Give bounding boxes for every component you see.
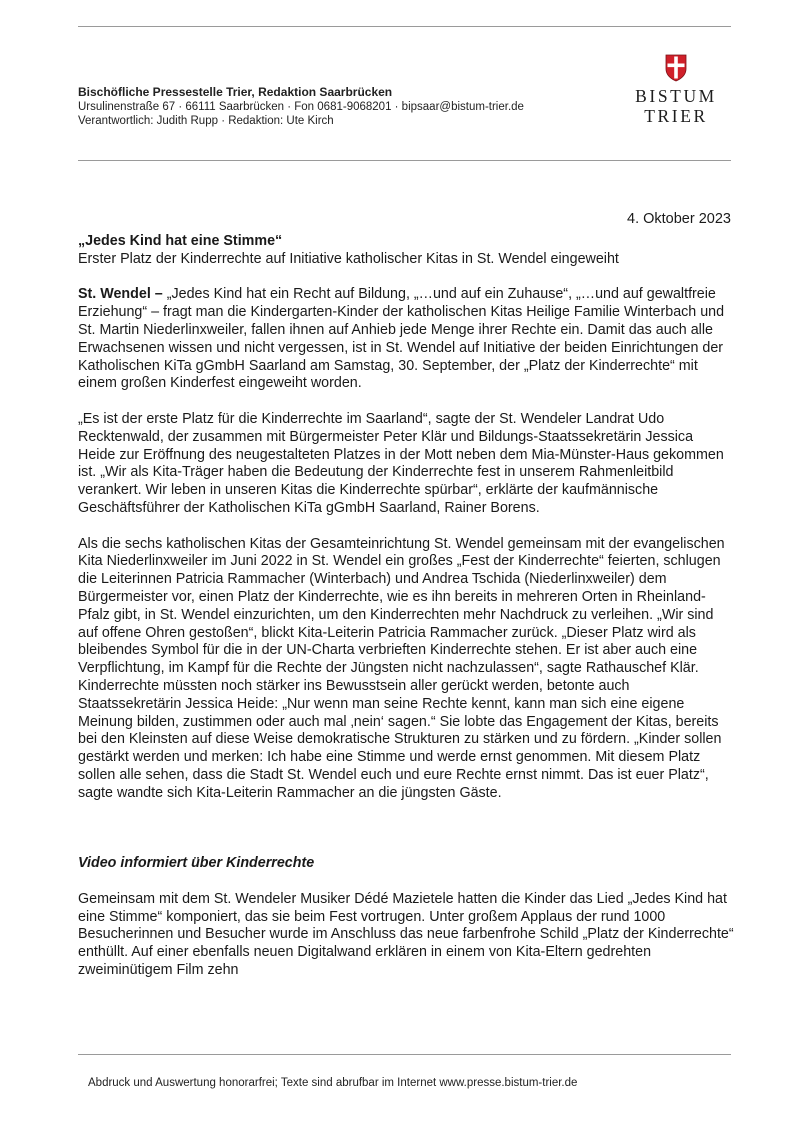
bistum-trier-logo bbox=[622, 54, 730, 126]
letterhead-responsible: Verantwortlich: Judith Rupp · Redaktion: Ute Kirch bbox=[78, 115, 334, 127]
dateline-place: St. Wendel – bbox=[78, 286, 167, 303]
paragraph-1-text: „Jedes Kind hat ein Recht auf Bildung, „…und auf ein Zuhause“, „…und auf gewaltfreie Erziehung“ – fragt man die Kindergarten-Kinder der katholischen Kitas Heilige Familie Winterbach und St. Martin Niederlinxweiler, fallen ihnen auf Anhieb jede Menge ihrer Rechte ein. Damit das auch alle Erwachsenen wissen und nicht vergessen, ist in St. Wendel auf Initiative der beiden Einrichtungen der Katholischen KiTa gGmbH Saarland am Samstag, 30. September, der „Platz der Kinderrechte“ mit einem großen Kinderfest eingeweiht worden. bbox=[78, 286, 725, 392]
header-divider bbox=[78, 160, 731, 161]
letterhead-org: Bischöfliche Pressestelle Trier, Redaktion Saarbrücken bbox=[78, 85, 393, 99]
paragraph-4: Gemeinsam mit dem St. Wendeler Musiker Dédé Mazietele hatten die Kinder das Lied „Jedes Kind hat eine Stimme“ komponiert, das sie beim Fest vortrugen. Unter großem Applaus der rund 1000 Besucherinnen und Besucher wurde im Anschluss das neue farbenfrohe Schild „Platz der Kinderrechte“ enthüllt. Auf einer ebenfalls neuen Digitalwand erklären in einem von Kita-Eltern gedrehten zweiminütigem Film zehn bbox=[78, 890, 734, 979]
logo-line-2: TRIER bbox=[644, 106, 708, 126]
letterhead bbox=[78, 85, 598, 129]
paragraph-1 bbox=[78, 286, 734, 393]
article-subtitle: Erster Platz der Kinderrechte auf Initiative katholischer Kitas in St. Wendel eingeweiht bbox=[78, 250, 619, 267]
footer-divider bbox=[78, 1054, 731, 1055]
logo-line-1: BISTUM bbox=[635, 86, 717, 106]
article-title: „Jedes Kind hat eine Stimme“ bbox=[78, 233, 283, 249]
section-heading: Video informiert über Kinderrechte bbox=[78, 855, 315, 872]
press-date: 4. Oktober 2023 bbox=[627, 211, 731, 227]
paragraph-3: Als die sechs katholischen Kitas der Gesamteinrichtung St. Wendel gemeinsam mit der evangelischen Kita Niederlinxweiler im Juni 2022 in St. Wendel ein großes „Fest der Kinderrechte“ feierten, schlugen die Leiterinnen Patricia Rammacher (Winterbach) und Andrea Tschida (Niederlinxweiler) dem Bürgermeister vor, einen Platz der Kinderrechte, wie es ihn bereits in mehreren Orten in Rheinland-Pfalz gibt, in St. Wendel einzurichten, um den Kinderrechten mehr Nachdruck zu verleihen. „Wir sind auf offene Ohren gestoßen“, blickt Kita-Leiterin Patricia Rammacher zurück. „Dieser Platz wird als bleibendes Symbol für die in der UN-Charta verbrieften Kinderrechte stehen. Er ist aber auch eine Verpflichtung, im Kampf für die Rechte der Jüngsten nicht nachzulassen“, sagte Rathauschef Klär. Kinderrechte müssten noch stärker ins Bewusstsein aller gerückt werden, betonte auch Staatssekretärin Jessica Heide: „Nur wenn man seine Rechte kennt, kann man sich eine eigene Meinung bilden, zustimmen oder auch mal ‚nein‘ sagen.“ Sie lobte das Engagement der Kitas, bereits bei den Kleinsten auf diese Weise demokratische Strukturen zu stärken und zu fördern. „Kinder sollen gestärkt werden und merken: Ich habe eine Stimme und werde ernst genommen. Mit diesem Platz sollen alle sehen, dass die Stadt St. Wendel euch und eure Rechte ernst nimmt. Das ist euer Platz“, sagte wandte sich Kita-Leiterin Rammacher an die jüngsten Gäste. bbox=[78, 535, 725, 801]
footer-note: Abdruck und Auswertung honorarfrei; Texte sind abrufbar im Internet www.presse.bistum-trier.de bbox=[88, 1077, 578, 1089]
shield-cross-icon bbox=[665, 54, 687, 82]
letterhead-address: Ursulinenstraße 67 · 66111 Saarbrücken · Fon 0681-9068201 · bipsaar@bistum-trier.de bbox=[78, 100, 524, 113]
article-body bbox=[78, 233, 734, 980]
paragraph-2: „Es ist der erste Platz für die Kinderrechte im Saarland“, sagte der St. Wendeler Landrat Udo Recktenwald, der zusammen mit Bürgermeister Peter Klär und Bildungs-Staatssekretärin Jessica Heide zur Eröffnung des neugestalteten Platzes in der Mott neben dem Mia-Münster-Haus gekommen ist. „Wir als Kita-Träger haben die Bedeutung der Kinderrechte fest in unserem Rahmenleitbild verankert. Wir leben in unseren Kitas die Kinderrechte spürbar“, erklärte der kaufmännische Geschäftsführer der Katholischen KiTa gGmbH Saarland, Rainer Borens. bbox=[78, 410, 724, 516]
top-divider bbox=[78, 26, 731, 27]
